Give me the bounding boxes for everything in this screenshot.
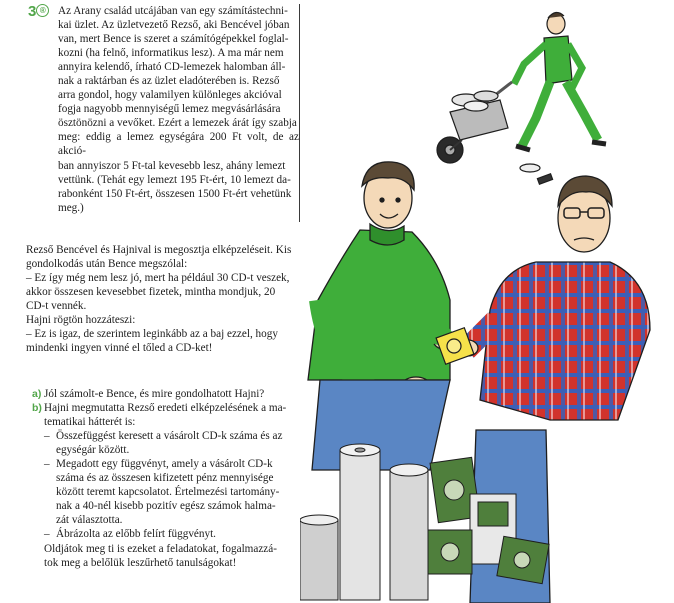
illustration-cd-shop bbox=[300, 0, 674, 603]
story-paragraph bbox=[26, 243, 299, 355]
intro-line: Az Arany család utcájában van egy számítástechni- bbox=[58, 5, 288, 17]
question-b-item-line: Összefüggést keresett a vásárolt CD-k száma és az bbox=[56, 430, 283, 443]
item-dash: – bbox=[44, 528, 50, 541]
question-b-line: tematikai hátterét is: bbox=[44, 416, 136, 429]
story-line: Hajni rögtön hozzáteszi: bbox=[26, 314, 136, 327]
intro-line: arra gondol, hogy valamilyen különleges akcióval bbox=[58, 89, 282, 102]
intro-line: rabonként 150 Ft-ért, összesen 1500 Ft-ért vehetünk bbox=[58, 187, 292, 200]
intro-line: van, mert Bence is szeret a számítógépekkel foglal- bbox=[58, 33, 289, 46]
item-dash: – bbox=[44, 430, 50, 443]
intro-lines bbox=[58, 4, 299, 215]
task-number bbox=[28, 3, 49, 20]
question-b-letter: b) bbox=[32, 402, 42, 415]
story-line: Rezső Bencével és Hajnival is megosztja elképzeléseit. Kis bbox=[26, 244, 292, 256]
question-a bbox=[26, 387, 299, 401]
intro-line: kozni (ha felnő, informatikus lesz). A ma már nem bbox=[58, 47, 284, 60]
question-b-item-line: Megadott egy függvényt, amely a vásárolt CD-k bbox=[56, 458, 273, 471]
story-line: gondolkodás után Bence megszólal: bbox=[26, 258, 188, 271]
intro-line: fogja nagyobb mennyiségű lemez megvásárlására bbox=[58, 103, 281, 116]
wheelbarrow-with-cds bbox=[437, 91, 553, 184]
story-line: CD-t vennék. bbox=[26, 300, 87, 313]
story-lines bbox=[26, 243, 299, 355]
question-b-closing bbox=[26, 542, 299, 570]
question-b-item-line: Ábrázolta az előbb felírt függvényt. bbox=[56, 528, 216, 541]
question-b-item-line: nak a 40-nél kisebb pozitív egész számok halma- bbox=[56, 500, 276, 513]
story-line: – Ez így még nem lesz jó, mert ha például 30 CD-t veszek, bbox=[26, 272, 290, 285]
intro-line: kai üzlet. Az üzletvezető Rezső, aki Bencével jóban bbox=[58, 19, 290, 32]
intro-line: ban annyiszor 5 Ft-tal kevesebb lesz, ahány lemezt bbox=[58, 159, 286, 172]
intro-line: meg: eddig a lemez egységára 200 Ft volt, de az akció- bbox=[58, 131, 299, 158]
intro-line: vettünk. (Tehát egy lemezt 195 Ft-ért, 10 lemezt da- bbox=[58, 173, 291, 186]
story-line: mindenki ingyen vinné el tőled a CD-ket! bbox=[26, 342, 213, 355]
closing-line: tok meg a belőlük leszűrhető tanulságokat! bbox=[44, 556, 237, 569]
intro-line: nak a raktárban és az üzlet eladóterében is. Rezső bbox=[58, 75, 280, 88]
intro-line: ösztönözni a vevőket. Ezért a lemezek árát így szabja bbox=[58, 117, 297, 130]
story-line: – Ez is igaz, de szerintem leginkább az a baj ezzel, hogy bbox=[26, 328, 278, 341]
closing-line: Oldjátok meg ti is ezeket a feladatokat, fogalmazzá- bbox=[44, 542, 277, 555]
question-b-item bbox=[26, 429, 299, 457]
intro-line: meg.) bbox=[58, 201, 84, 214]
question-b-item-line: egységár között. bbox=[56, 444, 130, 457]
question-b-item-line: zát választotta. bbox=[56, 514, 123, 527]
task-marker-icon: ® bbox=[36, 4, 49, 17]
question-a-text: Jól számolt-e Bence, és mire gondolhatott Hajni? bbox=[44, 388, 265, 400]
item-dash: – bbox=[44, 458, 50, 471]
question-a-letter: a) bbox=[32, 388, 42, 400]
question-b-line: Hajni megmutatta Rezső eredeti elképzelésének a ma- bbox=[44, 402, 287, 415]
question-b bbox=[26, 401, 299, 429]
questions-block bbox=[26, 387, 299, 570]
intro-paragraph bbox=[58, 4, 299, 215]
bence-figure bbox=[308, 162, 452, 470]
question-b-item bbox=[26, 527, 299, 541]
question-b-items bbox=[26, 429, 299, 541]
intro-line: annyira kelendő, írható CD-lemezek halomban áll- bbox=[58, 61, 286, 74]
question-b-item bbox=[26, 457, 299, 527]
task-number-digit: 3 bbox=[28, 3, 37, 20]
question-b-item-line: száma és az összesen kifizetett pénz mennyisége bbox=[56, 472, 274, 485]
story-line: akkor összesen kevesebbet fizetek, mintha mondjuk, 20 bbox=[26, 286, 276, 299]
question-b-text bbox=[44, 401, 299, 429]
question-b-item-line: között teremt kapcsolatot. Értelmezési tartomány- bbox=[56, 486, 280, 499]
